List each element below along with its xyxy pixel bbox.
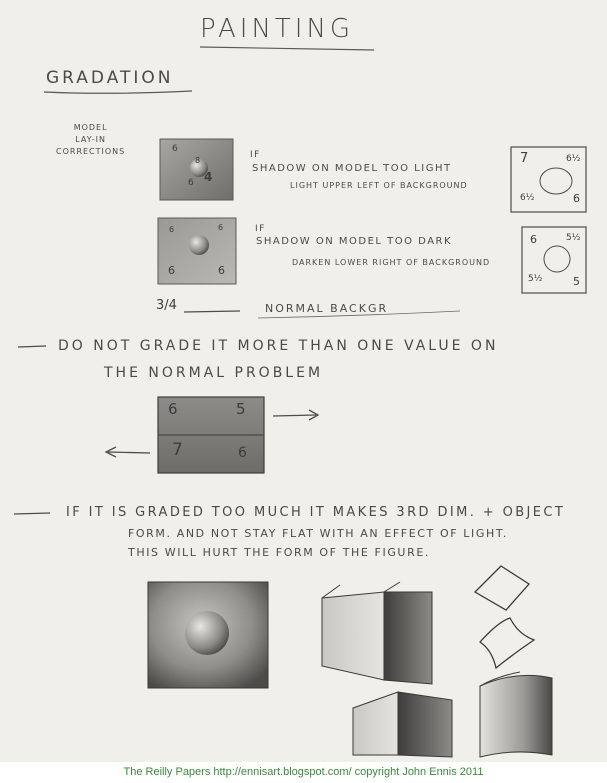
sketch2-line1: SHADOW ON MODEL TOO DARK	[256, 236, 453, 247]
ref2-number-bl: 5½	[528, 274, 543, 284]
sketch2-number-br: 6	[218, 264, 225, 277]
sketch2-if: IF	[255, 224, 266, 234]
ref2-number-br: 5	[573, 275, 580, 288]
grid-number-tl: 6	[168, 400, 178, 418]
ref1-number-br: 6	[573, 192, 580, 205]
rule2-line1: IF IT IS GRADED TOO MUCH IT MAKES 3RD DIM. + OBJECT	[66, 505, 566, 520]
sketch2-number-bl: 6	[168, 264, 175, 277]
sketch2-number-tl: 6	[169, 225, 175, 234]
sketch1-number-center: 8	[195, 156, 201, 165]
ref1-number-tr: 6½	[566, 154, 581, 164]
grid-number-tr: 5	[236, 400, 246, 418]
sketch2-line2: DARKEN LOWER RIGHT OF BACKGROUND	[292, 258, 491, 267]
grid-number-br: 6	[238, 445, 247, 461]
normal-background-label: NORMAL BACKGR	[265, 302, 389, 315]
section-heading: GRADATION	[46, 68, 174, 88]
sketch1-line2: LIGHT UPPER LEFT OF BACKGROUND	[290, 181, 468, 190]
fraction-label: 3/4	[156, 298, 177, 313]
rule1-line2: THE NORMAL PROBLEM	[104, 365, 324, 381]
sketch1-line1: SHADOW ON MODEL TOO LIGHT	[252, 163, 452, 174]
sketch1-number-bl: 6	[188, 178, 194, 188]
model-label: MODEL LAY-IN CORRECTIONS	[56, 123, 126, 156]
footer-credit: The Reilly Papers http://ennisart.blogspot.com/ copyright John Ennis 2011	[0, 762, 607, 783]
sketch2-number-tr: 6	[218, 223, 224, 232]
ref2-number-tl: 6	[530, 233, 537, 246]
rule2-line2: FORM. AND NOT STAY FLAT WITH AN EFFECT OF LIGHT.	[128, 527, 508, 540]
grid-number-bl: 7	[172, 440, 183, 460]
ref2-number-tr: 5½	[566, 233, 581, 243]
rule1-line1: DO NOT GRADE IT MORE THAN ONE VALUE ON	[58, 338, 499, 354]
ref1-number-bl: 6½	[520, 193, 535, 203]
ref1-number-tl: 7	[520, 151, 529, 166]
rule2-line3: THIS WILL HURT THE FORM OF THE FIGURE.	[128, 546, 430, 559]
page-title: PAINTING	[200, 14, 355, 44]
sketch1-if: IF	[250, 150, 261, 160]
sketch1-number-tl: 6	[172, 144, 178, 154]
sketch1-number-br: 4	[204, 170, 213, 184]
